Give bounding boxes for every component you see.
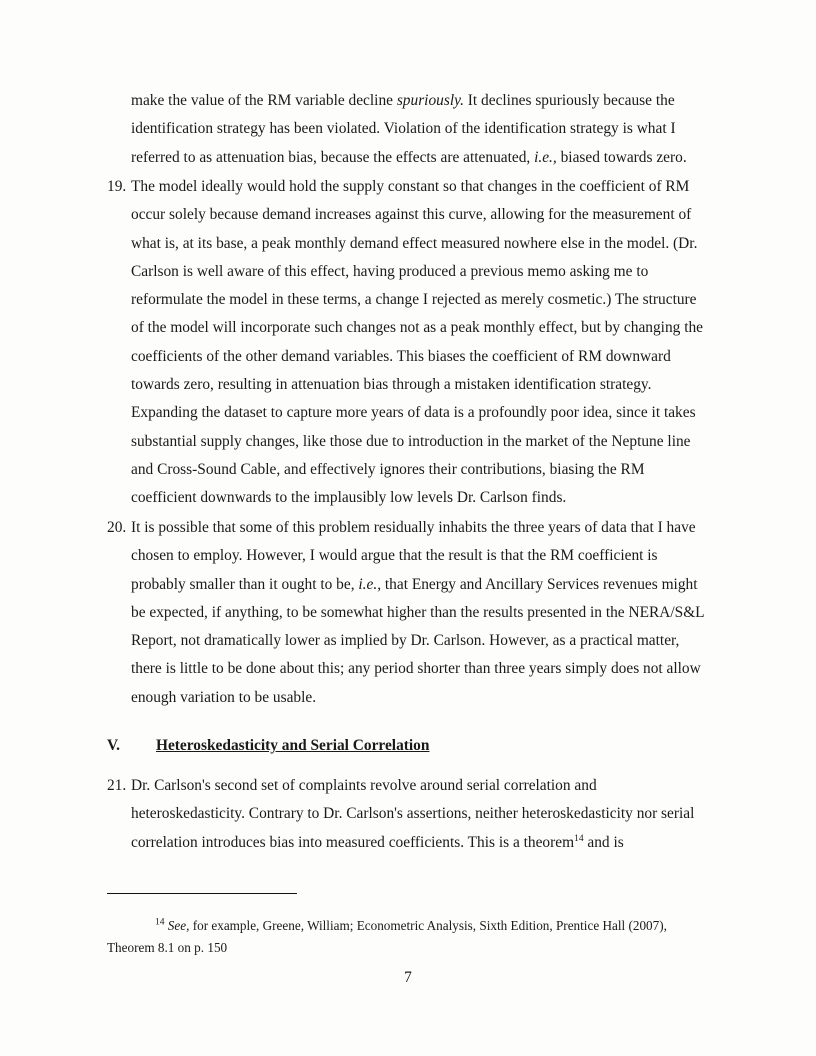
text-run: that Energy and Ancillary Services revenues might [381, 575, 698, 593]
footnote-line-1 [107, 915, 667, 937]
text-run: reformulate the model in these terms, a change I rejected as merely cosmetic.) The structure [131, 291, 697, 309]
text-line [131, 399, 703, 427]
footnote-text: for example, Greene, William; Econometric Analysis, Sixth Edition, Prentice Hall (2007), [189, 918, 667, 933]
text-run: be expected, if anything, to be somewhat higher than the results presented in the NERA/S&L [131, 603, 705, 621]
text-line [131, 484, 703, 512]
paragraph-number-19: 19. [107, 178, 127, 195]
emphasis-run: i.e., [534, 148, 557, 166]
text-line [131, 829, 694, 857]
text-line [131, 201, 703, 229]
text-run: make the value of the RM variable decline [131, 92, 397, 109]
text-line [131, 286, 703, 314]
text-line [131, 655, 705, 683]
paragraph-21 [131, 772, 694, 857]
text-run: It is possible that some of this problem residually inhabits the three years of data that I have [131, 519, 696, 536]
text-run: substantial supply changes, like those due to introduction in the market of the Neptune line [131, 432, 691, 450]
text-run: Expanding the dataset to capture more years of data is a profoundly poor idea, since it takes [131, 404, 696, 422]
text-line [131, 772, 694, 800]
paragraph-19 [131, 173, 703, 513]
text-line [131, 343, 703, 371]
page-number: 7 [404, 969, 412, 986]
footnote-lead: See, [167, 918, 190, 933]
text-run: heteroskedasticity. Contrary to Dr. Carlson's assertions, neither heteroskedasticity nor serial [131, 805, 695, 823]
text-run: biased towards zero. [556, 148, 687, 166]
section-roman-numeral: V. [107, 737, 120, 754]
text-run: It declines spuriously because the [463, 92, 675, 109]
text-line [131, 173, 703, 201]
text-run: and is [583, 833, 624, 851]
footnote-reference: 14 [574, 833, 584, 844]
footnote-14 [107, 915, 667, 959]
paragraph-number-21: 21. [107, 777, 127, 794]
text-run: identification strategy has been violated. Violation of the identification strategy is what I [131, 120, 676, 138]
emphasis-run: i.e., [358, 575, 382, 593]
text-run: and Cross-Sound Cable, and effectively ignores their contributions, biasing the RM [131, 460, 645, 478]
section-title: Heteroskedasticity and Serial Correlation [156, 737, 430, 754]
text-line [131, 627, 705, 655]
text-run: there is little to be done about this; any period shorter than three years simply does not allow [131, 660, 701, 678]
text-line [131, 684, 705, 712]
text-run: Report, not dramatically lower as implied by Dr. Carlson. However, as a practical matter, [131, 632, 680, 650]
text-run: Dr. Carlson's second set of complaints revolve around serial correlation and [131, 777, 597, 794]
text-run: occur solely because demand increases against this curve, allowing for the measurement of [131, 206, 692, 224]
text-run: The model ideally would hold the supply constant so that changes in the coefficient of RM [131, 178, 690, 195]
footnote-line-2: Theorem 8.1 on p. 150 [107, 940, 228, 955]
continuation-paragraph [131, 87, 687, 172]
text-run: what is, at its base, a peak monthly demand effect measured nowhere else in the model. (Dr. [131, 234, 698, 252]
text-line [131, 514, 705, 542]
text-run: probably smaller than it ought to be, [131, 575, 359, 593]
footnote-separator [107, 893, 297, 894]
text-run: correlation introduces bias into measured coefficients. This is a theorem [131, 833, 575, 851]
text-line [131, 144, 687, 172]
text-line [131, 571, 705, 599]
text-line [131, 542, 705, 570]
text-line [131, 800, 694, 828]
text-line [131, 115, 687, 143]
section-heading [107, 737, 429, 755]
text-line [131, 456, 703, 484]
text-run: Carlson is well aware of this effect, having produced a previous memo asking me to [131, 262, 649, 280]
text-line [131, 314, 703, 342]
text-run: enough variation to be usable. [131, 688, 317, 706]
text-run: referred to as attenuation bias, because the effects are attenuated, [131, 148, 535, 166]
text-line [131, 371, 703, 399]
text-line [131, 599, 705, 627]
text-run: coefficients of the other demand variables. This biases the coefficient of RM downward [131, 347, 671, 365]
text-line [131, 258, 703, 286]
text-run: towards zero, resulting in attenuation bias through a mistaken identification strategy. [131, 376, 652, 394]
emphasis-run: spuriously. [396, 92, 464, 109]
paragraph-20 [131, 514, 705, 712]
text-line [131, 230, 703, 258]
text-line [131, 428, 703, 456]
text-run: chosen to employ. However, I would argue that the result is that the RM coefficient is [131, 547, 658, 565]
paragraph-number-20: 20. [107, 519, 127, 536]
text-run: coefficient downwards to the implausibly low levels Dr. Carlson finds. [131, 489, 567, 507]
text-run: of the model will incorporate such changes not as a peak monthly effect, but by changing the [131, 319, 703, 337]
footnote-marker: 14 [155, 917, 165, 928]
text-line [131, 87, 687, 115]
